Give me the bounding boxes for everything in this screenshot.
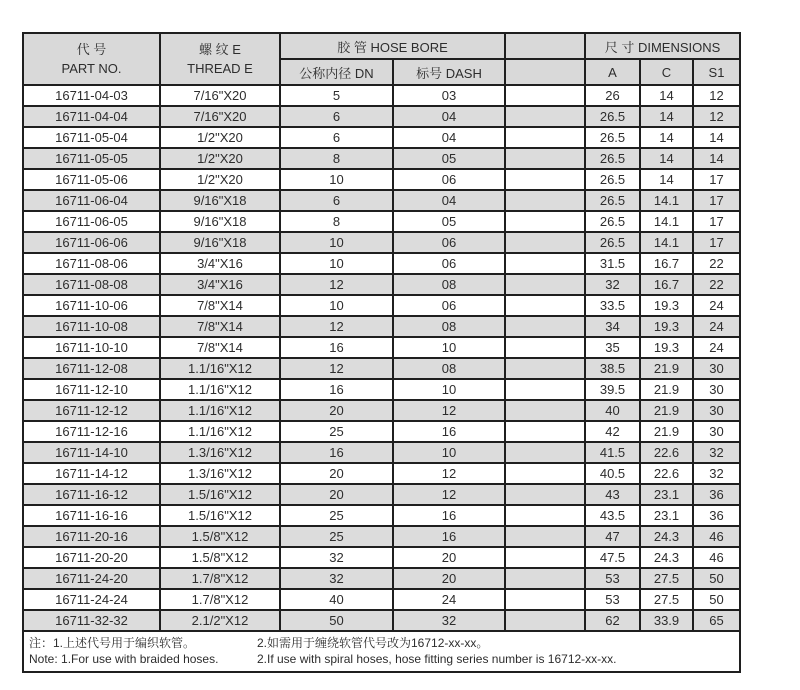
cell-part-no: 16711-08-08 [23,274,160,295]
cell-part-no: 16711-04-03 [23,85,160,106]
cell-dn: 6 [280,127,393,148]
table-row [23,274,740,295]
cell-dash: 10 [393,442,505,463]
header-a: A [585,59,640,85]
cell-a: 32 [585,274,640,295]
cell-dash: 06 [393,232,505,253]
cell-s1: 30 [693,400,740,421]
cell-s1: 12 [693,106,740,127]
fitting-spec-table [22,32,741,673]
cell-thread: 1.1/16"X12 [160,421,280,442]
cell-s1: 32 [693,463,740,484]
cell-spacer [505,484,585,505]
table-footer [23,631,740,672]
table-row [23,568,740,589]
cell-s1: 32 [693,442,740,463]
cell-dn: 12 [280,316,393,337]
cell-spacer [505,85,585,106]
cell-thread: 1.7/8"X12 [160,589,280,610]
header-s1: S1 [693,59,740,85]
cell-spacer [505,505,585,526]
cell-c: 14 [640,127,693,148]
cell-part-no: 16711-10-08 [23,316,160,337]
table-row [23,379,740,400]
cell-a: 38.5 [585,358,640,379]
cell-dash: 03 [393,85,505,106]
cell-s1: 50 [693,589,740,610]
cell-a: 43.5 [585,505,640,526]
cell-spacer [505,379,585,400]
cell-dn: 25 [280,505,393,526]
cell-s1: 24 [693,316,740,337]
header-part-no [23,33,160,85]
table-row [23,526,740,547]
table-row [23,337,740,358]
cell-spacer [505,295,585,316]
cell-c: 27.5 [640,589,693,610]
cell-dash: 05 [393,211,505,232]
cell-spacer [505,421,585,442]
cell-a: 26.5 [585,211,640,232]
table-row [23,316,740,337]
cell-dash: 16 [393,505,505,526]
cell-dn: 25 [280,526,393,547]
header-spacer-top [505,33,585,59]
cell-c: 14.1 [640,232,693,253]
cell-a: 26 [585,85,640,106]
cell-dash: 16 [393,421,505,442]
cell-part-no: 16711-06-06 [23,232,160,253]
cell-part-no: 16711-32-32 [23,610,160,631]
table-row [23,211,740,232]
cell-spacer [505,274,585,295]
cell-a: 26.5 [585,190,640,211]
cell-c: 19.3 [640,337,693,358]
cell-dash: 20 [393,568,505,589]
cell-c: 19.3 [640,295,693,316]
cell-a: 47 [585,526,640,547]
table-row [23,505,740,526]
cell-dn: 32 [280,547,393,568]
cell-dash: 32 [393,610,505,631]
note-zh-1: 注：1.上述代号用于编织软管。 [29,636,196,650]
table-row [23,400,740,421]
table-row [23,484,740,505]
header-dn: 公称内径 DN [280,59,393,85]
cell-part-no: 16711-24-24 [23,589,160,610]
cell-dash: 05 [393,148,505,169]
cell-spacer [505,127,585,148]
cell-c: 24.3 [640,547,693,568]
cell-spacer [505,526,585,547]
cell-part-no: 16711-04-04 [23,106,160,127]
cell-c: 22.6 [640,463,693,484]
header-spacer-bottom [505,59,585,85]
cell-s1: 22 [693,253,740,274]
header-part-no-en: PART NO. [61,61,122,76]
cell-c: 16.7 [640,274,693,295]
note-line-en [29,651,734,667]
cell-a: 35 [585,337,640,358]
cell-a: 26.5 [585,127,640,148]
cell-a: 34 [585,316,640,337]
cell-spacer [505,232,585,253]
cell-c: 33.9 [640,610,693,631]
cell-dash: 06 [393,253,505,274]
cell-dn: 25 [280,421,393,442]
cell-dn: 10 [280,253,393,274]
cell-thread: 9/16"X18 [160,211,280,232]
table-row [23,232,740,253]
cell-thread: 1.1/16"X12 [160,379,280,400]
cell-thread: 1.1/16"X12 [160,400,280,421]
cell-dash: 20 [393,547,505,568]
cell-dash: 12 [393,484,505,505]
cell-spacer [505,568,585,589]
cell-thread: 1/2"X20 [160,169,280,190]
cell-spacer [505,400,585,421]
cell-s1: 14 [693,127,740,148]
cell-c: 21.9 [640,358,693,379]
cell-dn: 20 [280,463,393,484]
cell-spacer [505,316,585,337]
header-thread-en: THREAD E [187,61,253,76]
header-dash: 标号 DASH [393,59,505,85]
cell-a: 26.5 [585,169,640,190]
cell-thread: 3/4"X16 [160,253,280,274]
cell-dash: 08 [393,274,505,295]
table-header [23,33,740,85]
cell-part-no: 16711-12-16 [23,421,160,442]
note-zh-2: 2.如需用于缠绕软管代号改为16712-xx-xx。 [257,636,489,650]
table-row [23,463,740,484]
cell-a: 26.5 [585,106,640,127]
header-dimensions-group: 尺 寸 DIMENSIONS [585,33,740,59]
cell-a: 39.5 [585,379,640,400]
cell-s1: 17 [693,232,740,253]
table-row [23,547,740,568]
cell-part-no: 16711-12-08 [23,358,160,379]
table-row [23,85,740,106]
cell-s1: 24 [693,295,740,316]
cell-a: 33.5 [585,295,640,316]
cell-c: 21.9 [640,379,693,400]
cell-dn: 10 [280,232,393,253]
cell-thread: 9/16"X18 [160,190,280,211]
cell-spacer [505,148,585,169]
table-row [23,358,740,379]
cell-part-no: 16711-20-16 [23,526,160,547]
header-hose-bore-group: 胶 管 HOSE BORE [280,33,505,59]
cell-s1: 30 [693,358,740,379]
cell-part-no: 16711-10-10 [23,337,160,358]
cell-dash: 08 [393,358,505,379]
cell-c: 14 [640,148,693,169]
cell-spacer [505,211,585,232]
cell-s1: 36 [693,505,740,526]
cell-dash: 06 [393,169,505,190]
cell-part-no: 16711-24-20 [23,568,160,589]
cell-thread: 1/2"X20 [160,148,280,169]
table-row [23,421,740,442]
cell-a: 43 [585,484,640,505]
cell-c: 22.6 [640,442,693,463]
cell-dn: 12 [280,358,393,379]
cell-dn: 8 [280,211,393,232]
cell-a: 26.5 [585,148,640,169]
cell-c: 23.1 [640,484,693,505]
cell-dn: 16 [280,379,393,400]
cell-dash: 12 [393,463,505,484]
cell-spacer [505,169,585,190]
fitting-spec-sheet [22,32,741,673]
cell-s1: 30 [693,421,740,442]
cell-dn: 32 [280,568,393,589]
cell-thread: 7/8"X14 [160,295,280,316]
cell-dn: 12 [280,274,393,295]
cell-c: 24.3 [640,526,693,547]
cell-thread: 1.5/8"X12 [160,547,280,568]
cell-a: 42 [585,421,640,442]
cell-dash: 16 [393,526,505,547]
cell-dn: 10 [280,295,393,316]
cell-c: 14.1 [640,190,693,211]
table-row [23,442,740,463]
cell-spacer [505,358,585,379]
cell-thread: 1.3/16"X12 [160,442,280,463]
cell-c: 21.9 [640,421,693,442]
header-c: C [640,59,693,85]
cell-dn: 20 [280,484,393,505]
table-row [23,127,740,148]
cell-dn: 50 [280,610,393,631]
cell-dn: 16 [280,337,393,358]
cell-part-no: 16711-14-10 [23,442,160,463]
cell-part-no: 16711-06-05 [23,211,160,232]
cell-spacer [505,442,585,463]
cell-s1: 36 [693,484,740,505]
cell-thread: 1.3/16"X12 [160,463,280,484]
cell-s1: 12 [693,85,740,106]
cell-thread: 7/8"X14 [160,316,280,337]
note-line-zh [29,635,734,651]
cell-spacer [505,589,585,610]
cell-thread: 1.7/8"X12 [160,568,280,589]
cell-thread: 1.5/16"X12 [160,484,280,505]
table-row [23,295,740,316]
cell-dn: 5 [280,85,393,106]
cell-part-no: 16711-16-12 [23,484,160,505]
cell-dn: 6 [280,190,393,211]
cell-dash: 10 [393,379,505,400]
cell-a: 31.5 [585,253,640,274]
cell-a: 62 [585,610,640,631]
cell-thread: 1.1/16"X12 [160,358,280,379]
cell-thread: 3/4"X16 [160,274,280,295]
header-part-no-zh: 代 号 [76,41,107,57]
cell-c: 19.3 [640,316,693,337]
cell-part-no: 16711-06-04 [23,190,160,211]
cell-c: 21.9 [640,400,693,421]
cell-s1: 65 [693,610,740,631]
cell-spacer [505,610,585,631]
cell-a: 41.5 [585,442,640,463]
cell-dash: 04 [393,127,505,148]
notes-cell [23,631,740,672]
cell-part-no: 16711-10-06 [23,295,160,316]
cell-s1: 14 [693,148,740,169]
cell-thread: 7/16"X20 [160,106,280,127]
cell-dash: 12 [393,400,505,421]
cell-spacer [505,463,585,484]
cell-a: 47.5 [585,547,640,568]
cell-thread: 7/16"X20 [160,85,280,106]
cell-s1: 17 [693,211,740,232]
cell-s1: 46 [693,526,740,547]
cell-thread: 1/2"X20 [160,127,280,148]
cell-s1: 17 [693,190,740,211]
cell-c: 16.7 [640,253,693,274]
table-row [23,148,740,169]
cell-dash: 08 [393,316,505,337]
cell-part-no: 16711-05-04 [23,127,160,148]
cell-s1: 50 [693,568,740,589]
note-en-1: Note: 1.For use with braided hoses. [29,652,219,666]
table-row [23,253,740,274]
cell-spacer [505,337,585,358]
cell-dn: 8 [280,148,393,169]
cell-s1: 17 [693,169,740,190]
cell-thread: 1.5/8"X12 [160,526,280,547]
cell-c: 14 [640,106,693,127]
cell-dn: 6 [280,106,393,127]
cell-dash: 06 [393,295,505,316]
cell-thread: 7/8"X14 [160,337,280,358]
cell-a: 40.5 [585,463,640,484]
cell-spacer [505,547,585,568]
cell-spacer [505,190,585,211]
cell-dash: 04 [393,190,505,211]
cell-dn: 16 [280,442,393,463]
note-en-2: 2.If use with spiral hoses, hose fitting series number is 16712-xx-xx. [257,652,617,666]
cell-spacer [505,253,585,274]
cell-s1: 46 [693,547,740,568]
cell-a: 53 [585,568,640,589]
table-row [23,169,740,190]
table-body [23,85,740,631]
header-thread [160,33,280,85]
cell-s1: 24 [693,337,740,358]
cell-s1: 30 [693,379,740,400]
cell-thread: 9/16"X18 [160,232,280,253]
cell-c: 14 [640,169,693,190]
cell-part-no: 16711-20-20 [23,547,160,568]
cell-dn: 20 [280,400,393,421]
cell-a: 40 [585,400,640,421]
cell-part-no: 16711-16-16 [23,505,160,526]
table-row [23,610,740,631]
cell-dash: 04 [393,106,505,127]
cell-part-no: 16711-08-06 [23,253,160,274]
cell-c: 14 [640,85,693,106]
cell-dn: 40 [280,589,393,610]
cell-s1: 22 [693,274,740,295]
cell-part-no: 16711-12-10 [23,379,160,400]
cell-thread: 1.5/16"X12 [160,505,280,526]
cell-dn: 10 [280,169,393,190]
cell-a: 26.5 [585,232,640,253]
cell-dash: 24 [393,589,505,610]
cell-a: 53 [585,589,640,610]
cell-c: 23.1 [640,505,693,526]
table-row [23,106,740,127]
cell-part-no: 16711-14-12 [23,463,160,484]
cell-spacer [505,106,585,127]
header-thread-zh: 螺 纹 E [199,41,241,57]
cell-c: 14.1 [640,211,693,232]
cell-part-no: 16711-12-12 [23,400,160,421]
cell-part-no: 16711-05-06 [23,169,160,190]
table-row [23,190,740,211]
cell-part-no: 16711-05-05 [23,148,160,169]
table-row [23,589,740,610]
cell-thread: 2.1/2"X12 [160,610,280,631]
cell-dash: 10 [393,337,505,358]
cell-c: 27.5 [640,568,693,589]
